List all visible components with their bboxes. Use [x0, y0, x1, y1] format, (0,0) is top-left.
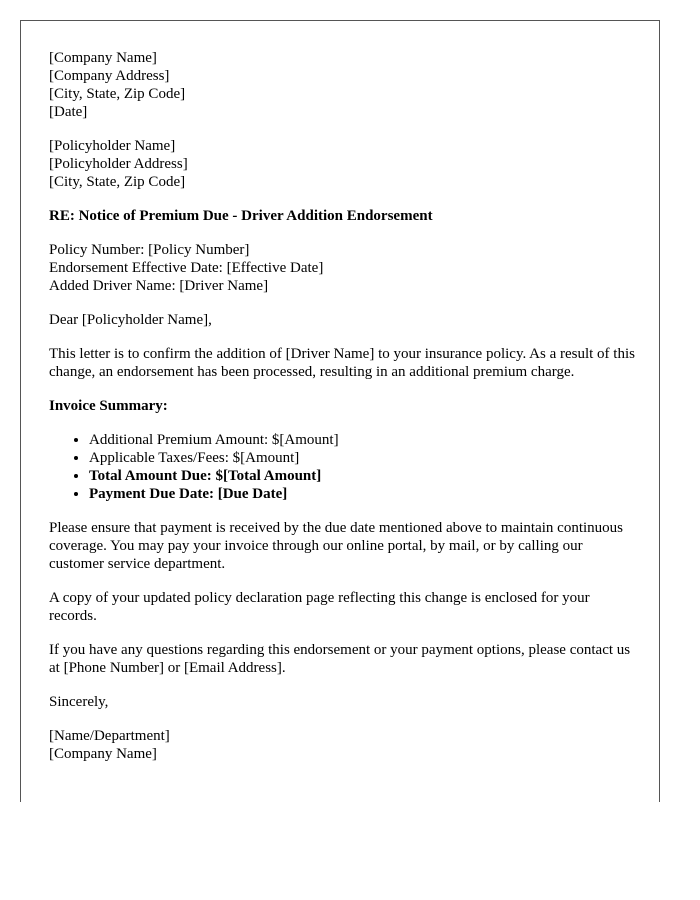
signature-name-department: [Name/Department]	[49, 728, 170, 744]
policy-details-block	[49, 241, 639, 295]
enclosure-paragraph: A copy of your updated policy declaration page reflecting this change is enclosed for your records.	[49, 590, 590, 624]
signature-block	[49, 727, 639, 763]
recipient-address-block	[49, 137, 639, 191]
endorsement-effective-date: Endorsement Effective Date: [Effective Date]	[49, 260, 324, 276]
contact-paragraph: If you have any questions regarding this endorsement or your payment options, please contact us at [Phone Number] or [Email Address].	[49, 642, 631, 676]
invoice-summary-list	[49, 431, 639, 503]
salutation: Dear [Policyholder Name],	[49, 312, 212, 328]
closing: Sincerely,	[49, 694, 109, 710]
subject-line: RE: Notice of Premium Due - Driver Addition Endorsement	[49, 208, 433, 224]
signature-company-name: [Company Name]	[49, 746, 157, 762]
added-driver-name: Added Driver Name: [Driver Name]	[49, 278, 269, 294]
letter-page	[20, 20, 660, 802]
invoice-item-due-date: • Payment Due Date: [Due Date]	[89, 485, 639, 503]
policy-number: Policy Number: [Policy Number]	[49, 242, 250, 258]
intro-paragraph: This letter is to confirm the addition of [Driver Name] to your insurance policy. As a result of this change, an endorsement has been processed, resulting in an additional premium charge.	[49, 346, 635, 380]
invoice-item-total-due: • Total Amount Due: $[Total Amount]	[89, 467, 639, 485]
recipient-city-state-zip: [City, State, Zip Code]	[49, 174, 186, 190]
sender-company-address: [Company Address]	[49, 68, 170, 84]
letter-date: [Date]	[49, 104, 88, 120]
recipient-name: [Policyholder Name]	[49, 138, 176, 154]
letter-body	[49, 49, 639, 779]
sender-company-name: [Company Name]	[49, 50, 157, 66]
invoice-summary-heading: Invoice Summary:	[49, 398, 168, 414]
recipient-address: [Policyholder Address]	[49, 156, 188, 172]
sender-city-state-zip: [City, State, Zip Code]	[49, 86, 186, 102]
invoice-item-taxes-fees: • Applicable Taxes/Fees: $[Amount]	[89, 449, 639, 467]
sender-address-block	[49, 49, 639, 121]
payment-paragraph: Please ensure that payment is received by the due date mentioned above to maintain continuous coverage. You may pay your invoice through our online portal, by mail, or by calling our customer service department.	[49, 520, 623, 572]
invoice-item-additional-premium: • Additional Premium Amount: $[Amount]	[89, 431, 639, 449]
